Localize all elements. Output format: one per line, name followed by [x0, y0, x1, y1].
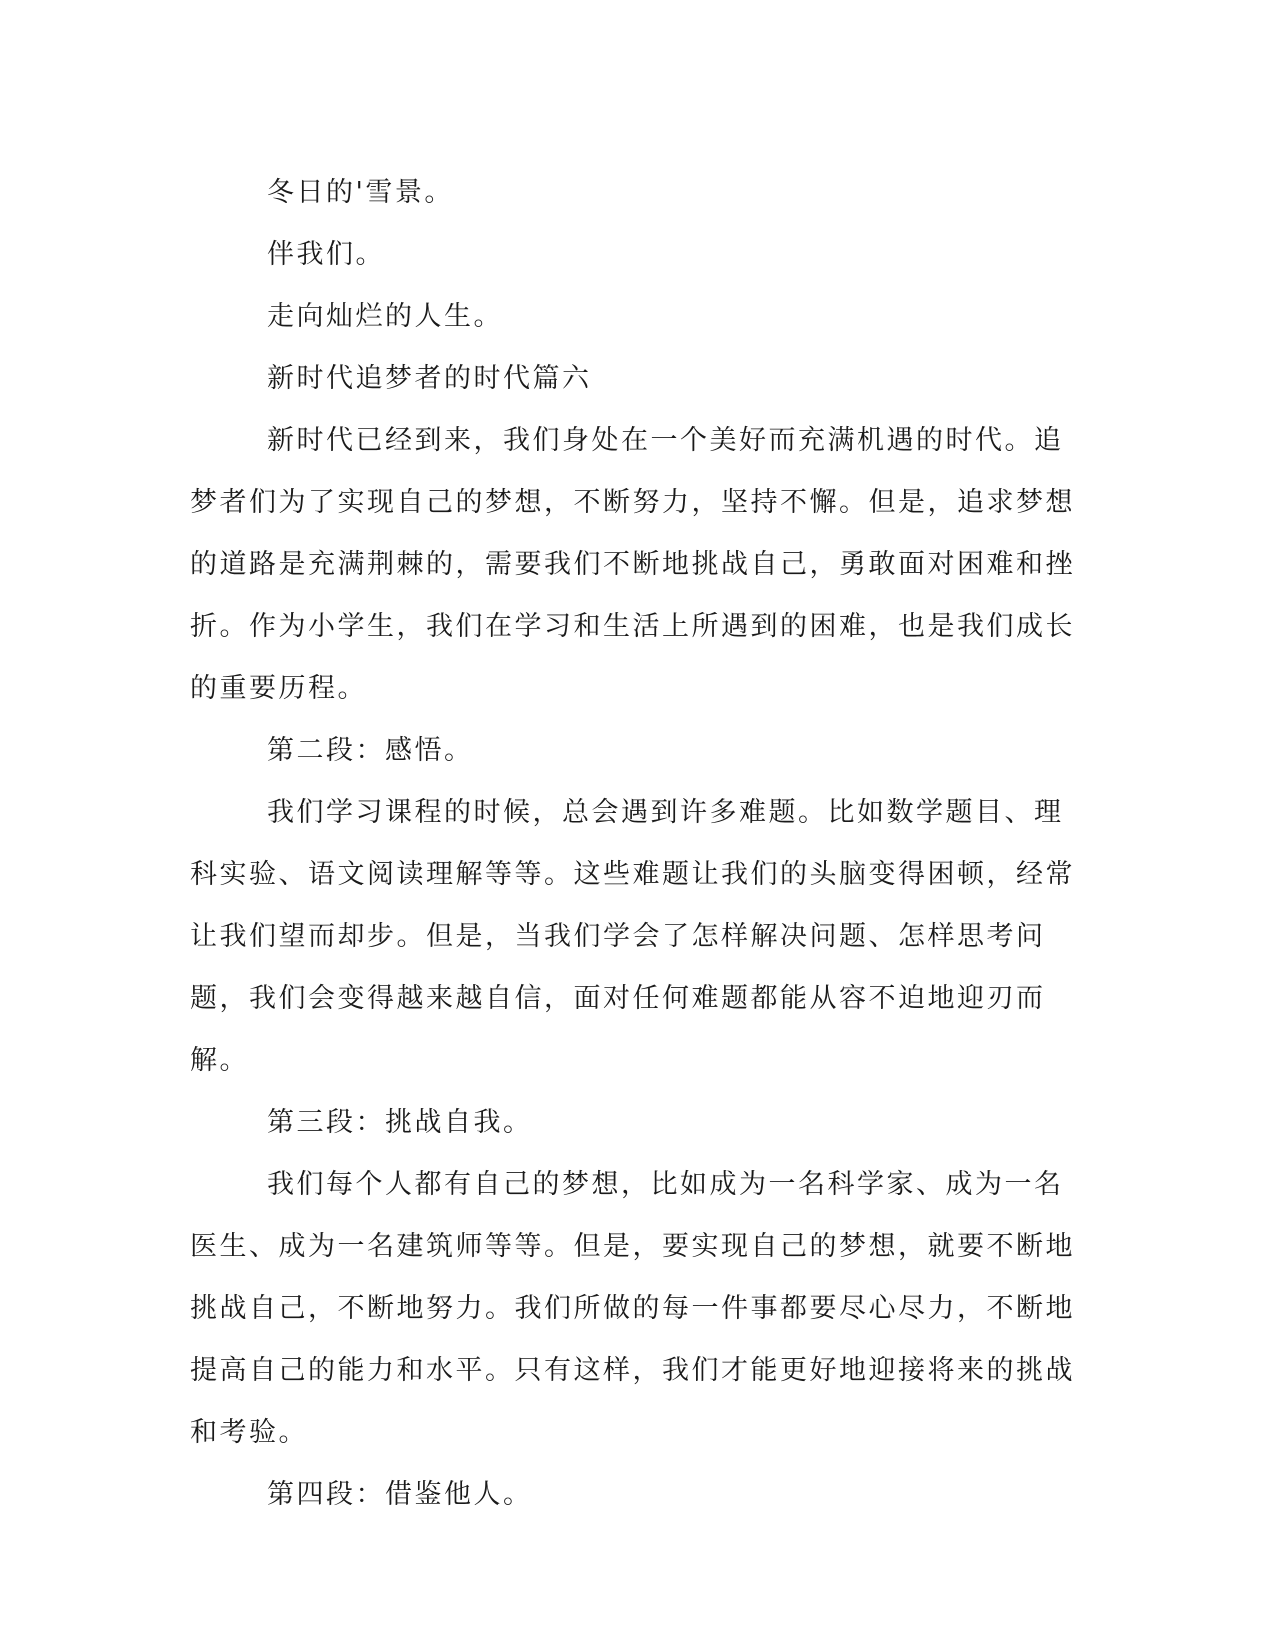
document-body	[190, 162, 1080, 1526]
paragraph: 走向灿烂的人生。	[267, 301, 503, 332]
section-heading: 第二段：感悟。	[267, 735, 474, 766]
paragraph: 冬日的'雪景。	[267, 177, 454, 208]
section-heading: 新时代追梦者的时代篇六	[267, 363, 592, 394]
section-heading: 第四段：借鉴他人。	[267, 1479, 533, 1510]
paragraph: 伴我们。	[267, 239, 385, 270]
paragraph: 新时代已经到来，我们身处在一个美好而充满机遇的时代。追梦者们为了实现自己的梦想，不断努力，坚持不懈。但是，追求梦想的道路是充满荆棘的，需要我们不断地挑战自己，勇敢面对困难和挫折。作为小学生，我们在学习和生活上所遇到的困难，也是我们成长的重要历程。	[190, 425, 1075, 704]
paragraph: 我们学习课程的时候，总会遇到许多难题。比如数学题目、理科实验、语文阅读理解等等。这些难题让我们的头脑变得困顿，经常让我们望而却步。但是，当我们学会了怎样解决问题、怎样思考问题，我们会变得越来越自信，面对任何难题都能从容不迫地迎刃而解。	[190, 797, 1075, 1076]
section-heading: 第三段：挑战自我。	[267, 1107, 533, 1138]
paragraph: 我们每个人都有自己的梦想，比如成为一名科学家、成为一名医生、成为一名建筑师等等。但是，要实现自己的梦想，就要不断地挑战自己，不断地努力。我们所做的每一件事都要尽心尽力，不断地提高自己的能力和水平。只有这样，我们才能更好地迎接将来的挑战和考验。	[190, 1169, 1075, 1448]
